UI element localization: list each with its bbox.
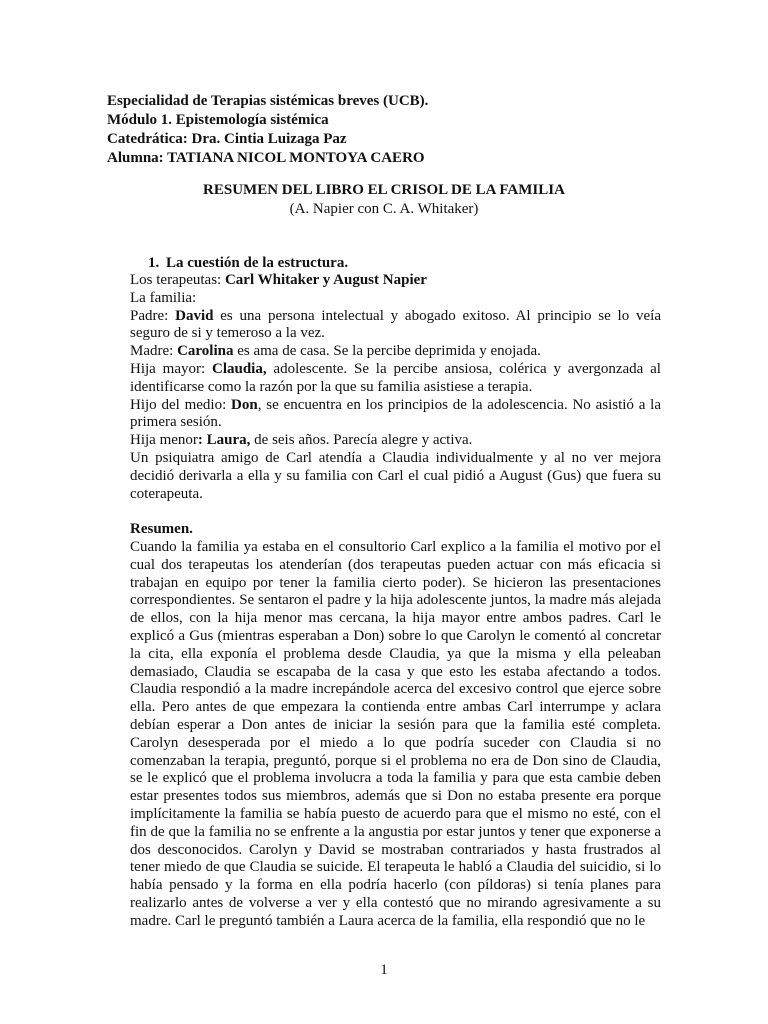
referral-paragraph: Un psiquiatra amigo de Carl atendía a Claudia individualmente y al no ver mejora decidió derivarla a ella y su familia con Carl el cual pidió a August (Gus) que fuera su coterapeuta. xyxy=(130,449,661,502)
document-body xyxy=(130,272,661,930)
therapists-line xyxy=(130,272,661,290)
document-header xyxy=(107,92,428,168)
mother-desc: es ama de casa. Se la percibe deprimida y enojada. xyxy=(233,343,541,360)
summary-heading-text: Resumen. xyxy=(130,521,193,538)
elder-label: Hija mayor: xyxy=(130,360,212,377)
mother-line xyxy=(130,343,661,361)
therapists-label: Los terapeutas: xyxy=(130,272,225,288)
page-number: 1 xyxy=(380,962,388,978)
middle-label: Hijo del medio: xyxy=(130,396,232,413)
middle-desc: , se encuentra en los principios de la adolescencia. No asistió a la primera sesión. xyxy=(130,396,661,431)
elder-daughter-line xyxy=(130,361,661,397)
document-title xyxy=(0,181,768,219)
summary-paragraph: Cuando la familia ya estaba en el consultorio Carl explico a la familia el motivo por el cual dos terapeutas los atenderían (dos terapeutas pueden actuar con más eficacia si trabajan en equipo por tener la familia cierto poder). Se hicieron las presentaciones correspondientes. Se sentaron el padre y la hija adolescente juntos, la madre más alejada de ellos, con la hija menor mas cercana, la hija mayor entre ambos padres. Carl le explicó a Gus (mientras esperaban a Don) sobre lo que Carolyn le comentó al concretar la cita, ella exponía el problema desde Claudia, ya que la misma y ella peleaban demasiado, Claudia se escapaba de la casa y que esto les estaba afectando a todos. Claudia respondió a la madre increpándole acerca del excesivo control que ejerce sobre ella. Pero antes de que empezara la contienda entre ambas Carl interrumpe y aclara debían esperar a Don antes de iniciar la sesión para que la familia esté completa. Carolyn desesperada por el miedo a lo que podría suceder con Claudia si no comenzaban la terapia, preguntó, porque si el problema no era de Don sino de Claudia, se le explicó que el problema involucra a toda la familia y para que esta cambie deben estar presentes todos sus miembros, además que si Don no estaba presente era porque implícitamente la familia se había puesto de acuerdo para que el mismo no esté, con el fin de que la familia no se enfrente a la angustia por estar juntos y tener que exponerse a dos desconocidos. Carolyn y David se mostraban contrariados y hasta frustrados al tener miedo de que Claudia se suicide. El terapeuta le habló a Claudia del suicidio, si lo había pensado y la forma en ella podría hacerlo (con píldoras) si tenía planes para realizarlo antes de volverse a ver y ella contestó que no mirando agresivamente a su madre. Carl le preguntó también a Laura acerca de la familia, ella respondió que no le xyxy=(130,538,661,929)
family-label: La familia: xyxy=(130,289,197,306)
younger-daughter-line xyxy=(130,432,661,450)
section-heading xyxy=(148,254,348,273)
father-label: Padre: xyxy=(130,307,176,324)
therapists-names: Carl Whitaker y August Napier xyxy=(224,272,427,288)
header-professor: Catedrática: Dra. Cintia Luizaga Paz xyxy=(107,131,347,147)
middle-name: Don xyxy=(231,396,258,413)
title-main: RESUMEN DEL LIBRO EL CRISOL DE LA FAMILIA xyxy=(203,182,565,198)
elder-desc: adolescente. Se la percibe ansiosa, colérica y avergonzada al identificarse como la razón por la que su familia asistiese a terapia. xyxy=(130,360,661,395)
header-module: Módulo 1. Epistemología sistémica xyxy=(107,112,329,128)
younger-label: Hija menor xyxy=(130,432,198,449)
summary-heading xyxy=(130,521,661,539)
father-desc: es una persona intelectual y abogado exitoso. Al principio se lo veía seguro de si y temeroso a la vez. xyxy=(130,307,661,342)
younger-name: : Laura, xyxy=(197,432,251,449)
title-subtitle: (A. Napier con C. A. Whitaker) xyxy=(289,201,479,217)
elder-name: Claudia, xyxy=(211,360,267,377)
father-line xyxy=(130,308,661,344)
paragraph-gap xyxy=(130,503,661,521)
mother-name: Carolina xyxy=(177,343,234,360)
section-number: 1. xyxy=(148,255,160,271)
younger-desc: de seis años. Parecía alegre y activa. xyxy=(250,432,473,449)
father-name: David xyxy=(175,307,214,324)
section-heading-text: La cuestión de la estructura. xyxy=(166,255,349,271)
header-course: Especialidad de Terapias sistémicas breves (UCB). xyxy=(107,93,429,109)
header-student: Alumna: TATIANA NICOL MONTOYA CAERO xyxy=(107,150,425,166)
mother-label: Madre: xyxy=(130,343,178,360)
middle-son-line xyxy=(130,397,661,433)
